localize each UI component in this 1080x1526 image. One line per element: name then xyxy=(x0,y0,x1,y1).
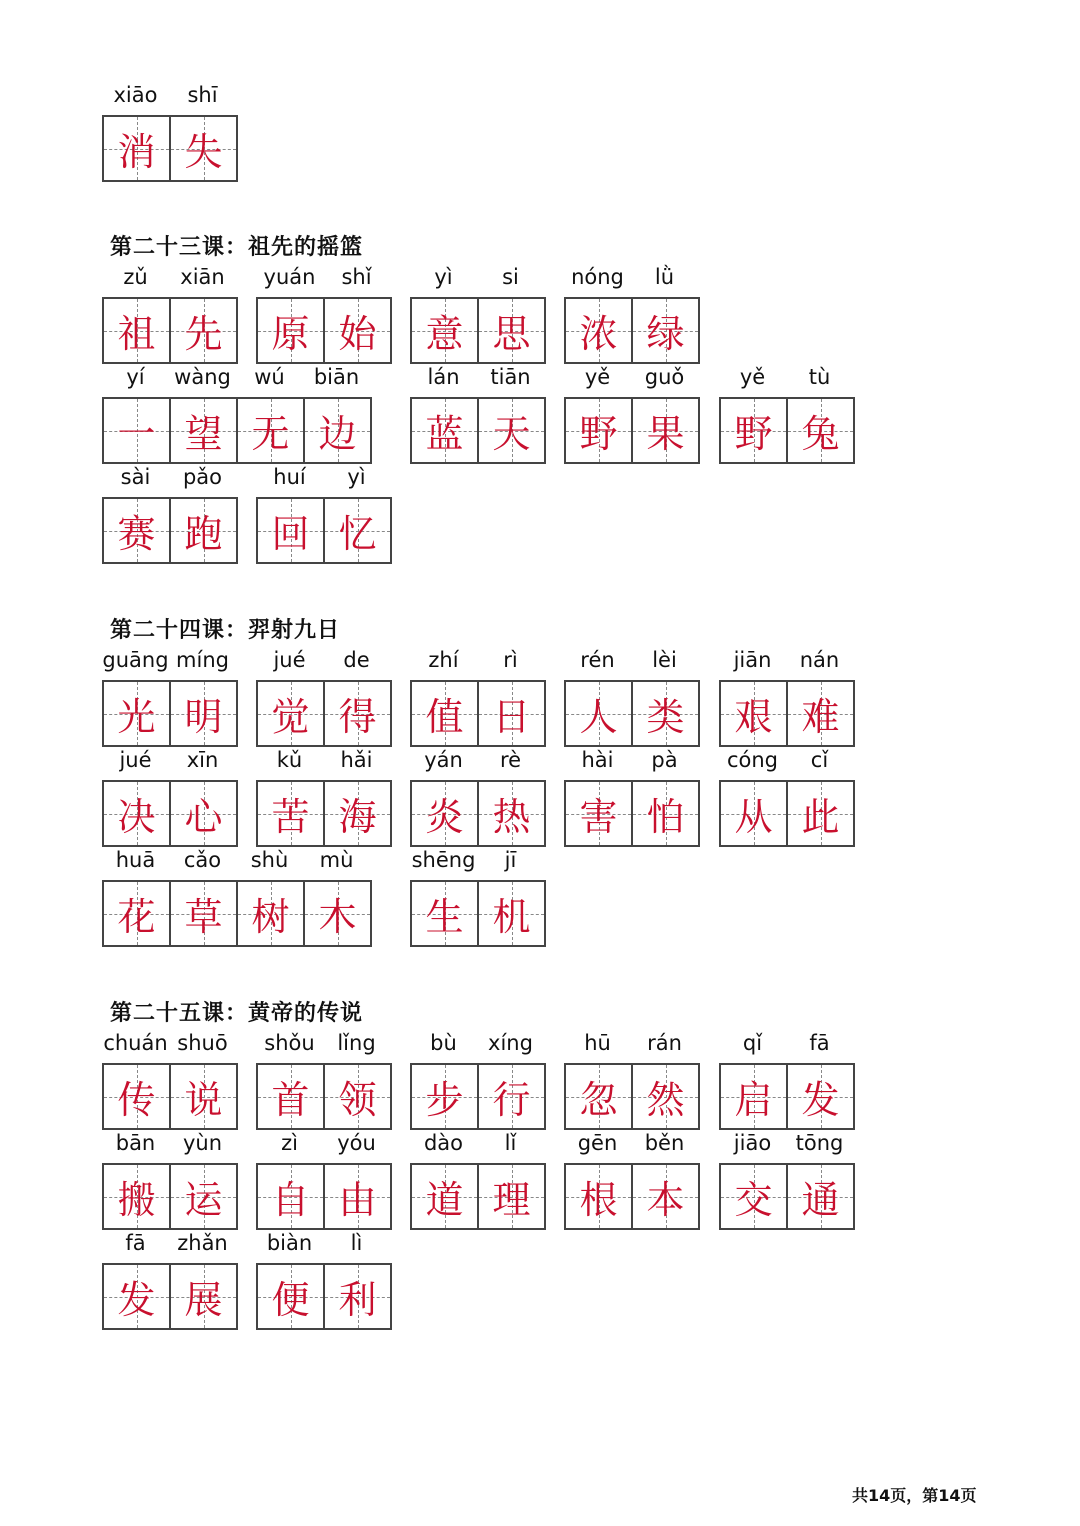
pinyin-syllable: tiān xyxy=(490,365,531,389)
tianzige-grid xyxy=(719,680,855,747)
tianzige-cell xyxy=(566,1165,633,1228)
hanzi-character: 消 xyxy=(117,130,156,174)
tianzige-grid xyxy=(564,1163,700,1230)
pinyin-row xyxy=(256,462,390,492)
hanzi-character: 此 xyxy=(801,795,840,839)
hanzi-character: 忽 xyxy=(579,1078,618,1122)
tianzige-grid xyxy=(410,1163,546,1230)
pinyin-syllable: shǒu xyxy=(264,1031,315,1055)
pinyin-row xyxy=(564,262,698,292)
tianzige-cell xyxy=(325,1065,392,1128)
pinyin-syllable: rán xyxy=(647,1031,682,1055)
tianzige-cell xyxy=(412,882,479,945)
pinyin-syllable: gēn xyxy=(577,1131,618,1155)
hanzi-character: 启 xyxy=(734,1078,773,1122)
tianzige-cell xyxy=(171,299,238,362)
pinyin-syllable: hài xyxy=(581,748,614,772)
pinyin-syllable: zì xyxy=(281,1131,298,1155)
pinyin-syllable: nán xyxy=(799,648,840,672)
pinyin-syllable: hǎi xyxy=(340,748,373,772)
hanzi-character: 发 xyxy=(117,1278,156,1322)
pinyin-syllable: tōng xyxy=(795,1131,844,1155)
pinyin-row xyxy=(564,362,698,392)
tianzige-cell xyxy=(238,882,305,945)
pinyin-syllable: lǜ xyxy=(654,265,675,289)
tianzige-cell xyxy=(305,399,372,462)
tianzige-grid xyxy=(719,1063,855,1130)
hanzi-character: 野 xyxy=(579,412,618,456)
pinyin-syllable: wàng xyxy=(174,365,231,389)
hanzi-character: 搬 xyxy=(117,1178,156,1222)
pinyin-row xyxy=(719,645,853,675)
pinyin-row xyxy=(410,362,544,392)
hanzi-character: 炎 xyxy=(425,795,464,839)
pinyin-syllable: fā xyxy=(809,1031,830,1055)
tianzige-cell xyxy=(633,399,700,462)
tianzige-cell xyxy=(412,299,479,362)
pinyin-syllable: zǔ xyxy=(123,265,148,289)
pinyin-syllable: de xyxy=(343,648,370,672)
pinyin-syllable: yì xyxy=(434,265,453,289)
pinyin-syllable: fā xyxy=(125,1231,146,1255)
hanzi-character: 运 xyxy=(184,1178,223,1222)
pinyin-row xyxy=(256,645,390,675)
lesson-24-heading: 第二十四课：羿射九日 xyxy=(110,617,341,643)
pinyin-row xyxy=(102,362,370,392)
tianzige-cell xyxy=(566,1065,633,1128)
hanzi-character: 日 xyxy=(492,695,531,739)
tianzige-grid xyxy=(102,115,238,182)
pinyin-syllable: biān xyxy=(313,365,360,389)
tianzige-cell xyxy=(633,299,700,362)
tianzige-grid xyxy=(564,297,700,364)
pinyin-row xyxy=(564,745,698,775)
pinyin-syllable: shēng xyxy=(411,848,476,872)
pinyin-row xyxy=(719,1028,853,1058)
tianzige-grid xyxy=(256,497,392,564)
hanzi-character: 原 xyxy=(271,312,310,356)
tianzige-cell xyxy=(479,399,546,462)
tianzige-cell xyxy=(171,399,238,462)
pinyin-syllable: yě xyxy=(584,365,611,389)
hanzi-character: 生 xyxy=(425,895,464,939)
tianzige-grid xyxy=(410,1063,546,1130)
pinyin-syllable: rè xyxy=(499,748,522,772)
hanzi-character: 花 xyxy=(117,895,156,939)
tianzige-cell xyxy=(258,1065,325,1128)
hanzi-character: 无 xyxy=(251,412,290,456)
tianzige-cell xyxy=(479,782,546,845)
tianzige-cell xyxy=(171,782,238,845)
tianzige-cell xyxy=(788,782,855,845)
pinyin-row xyxy=(410,262,544,292)
pinyin-syllable: tù xyxy=(808,365,831,389)
pinyin-syllable: yě xyxy=(739,365,766,389)
pinyin-syllable: jiāo xyxy=(733,1131,772,1155)
pinyin-row xyxy=(256,1028,390,1058)
hanzi-character: 天 xyxy=(492,412,531,456)
pinyin-syllable: pà xyxy=(651,748,678,772)
tianzige-grid xyxy=(410,880,546,947)
pinyin-row xyxy=(102,1028,236,1058)
page-footer: 共14页，第14页 xyxy=(852,1486,977,1505)
tianzige-cell xyxy=(566,782,633,845)
hanzi-character: 忆 xyxy=(338,512,377,556)
tianzige-cell xyxy=(171,499,238,562)
tianzige-cell xyxy=(325,299,392,362)
tianzige-cell xyxy=(633,1165,700,1228)
hanzi-character: 首 xyxy=(271,1078,310,1122)
pinyin-syllable: lǐ xyxy=(504,1131,517,1155)
tianzige-cell xyxy=(788,1165,855,1228)
pinyin-row xyxy=(410,845,544,875)
tianzige-cell xyxy=(633,782,700,845)
pinyin-syllable: yí xyxy=(126,365,145,389)
tianzige-cell xyxy=(238,399,305,462)
pinyin-row xyxy=(410,745,544,775)
tianzige-cell xyxy=(412,1165,479,1228)
hanzi-character: 意 xyxy=(425,312,464,356)
pinyin-syllable: jué xyxy=(119,748,152,772)
tianzige-grid xyxy=(102,1163,238,1230)
hanzi-character: 从 xyxy=(734,795,773,839)
hanzi-character: 难 xyxy=(801,695,840,739)
tianzige-grid xyxy=(410,297,546,364)
pinyin-row xyxy=(256,745,390,775)
hanzi-character: 望 xyxy=(184,412,223,456)
pinyin-syllable: shī xyxy=(187,83,218,107)
hanzi-character: 始 xyxy=(338,312,377,356)
pinyin-row xyxy=(102,745,236,775)
pinyin-syllable: rì xyxy=(503,648,518,672)
pinyin-syllable: hū xyxy=(584,1031,611,1055)
pinyin-syllable: dào xyxy=(423,1131,464,1155)
hanzi-character: 道 xyxy=(425,1178,464,1222)
lesson-25-heading: 第二十五课：黄帝的传说 xyxy=(110,1000,364,1026)
pinyin-syllable: lǐng xyxy=(337,1031,376,1055)
tianzige-grid xyxy=(102,880,372,947)
pinyin-syllable: jué xyxy=(273,648,306,672)
tianzige-cell xyxy=(721,399,788,462)
tianzige-cell xyxy=(104,399,171,462)
hanzi-character: 光 xyxy=(117,695,156,739)
pinyin-row xyxy=(410,1128,544,1158)
tianzige-grid xyxy=(102,297,238,364)
hanzi-character: 根 xyxy=(579,1178,618,1222)
hanzi-character: 树 xyxy=(251,895,290,939)
pinyin-syllable: huā xyxy=(115,848,156,872)
hanzi-character: 然 xyxy=(646,1078,685,1122)
hanzi-character: 绿 xyxy=(646,312,685,356)
pinyin-row xyxy=(719,1128,853,1158)
pinyin-syllable: xiāo xyxy=(113,83,158,107)
tianzige-grid xyxy=(102,1063,238,1130)
tianzige-cell xyxy=(566,299,633,362)
tianzige-cell xyxy=(258,299,325,362)
pinyin-syllable: si xyxy=(502,265,519,289)
hanzi-character: 说 xyxy=(184,1078,223,1122)
tianzige-cell xyxy=(633,682,700,745)
hanzi-character: 艰 xyxy=(734,695,773,739)
pinyin-syllable: jī xyxy=(504,848,517,872)
pinyin-syllable: zhǎn xyxy=(177,1231,228,1255)
hanzi-character: 跑 xyxy=(184,512,223,556)
pinyin-syllable: xíng xyxy=(488,1031,533,1055)
hanzi-character: 行 xyxy=(492,1078,531,1122)
pinyin-row xyxy=(410,1028,544,1058)
hanzi-character: 交 xyxy=(734,1178,773,1222)
tianzige-grid xyxy=(256,1063,392,1130)
tianzige-grid xyxy=(564,680,700,747)
pinyin-row xyxy=(256,1128,390,1158)
pinyin-syllable: zhí xyxy=(428,648,459,672)
tianzige-cell xyxy=(479,682,546,745)
hanzi-character: 利 xyxy=(338,1278,377,1322)
tianzige-cell xyxy=(788,399,855,462)
hanzi-character: 发 xyxy=(801,1078,840,1122)
hanzi-character: 自 xyxy=(271,1178,310,1222)
tianzige-cell xyxy=(258,682,325,745)
tianzige-cell xyxy=(325,682,392,745)
tianzige-cell xyxy=(171,117,238,180)
tianzige-cell xyxy=(566,682,633,745)
tianzige-cell xyxy=(412,399,479,462)
pinyin-syllable: qǐ xyxy=(742,1031,763,1055)
tianzige-cell xyxy=(104,117,171,180)
tianzige-cell xyxy=(325,782,392,845)
hanzi-character: 草 xyxy=(184,895,223,939)
pinyin-syllable: kǔ xyxy=(276,748,303,772)
pinyin-row xyxy=(102,1228,236,1258)
tianzige-cell xyxy=(788,682,855,745)
hanzi-character: 边 xyxy=(318,412,357,456)
tianzige-grid xyxy=(410,397,546,464)
pinyin-row xyxy=(102,80,236,110)
tianzige-cell xyxy=(258,499,325,562)
pinyin-syllable: shù xyxy=(250,848,289,872)
tianzige-cell xyxy=(258,782,325,845)
hanzi-character: 野 xyxy=(734,412,773,456)
pinyin-syllable: míng xyxy=(176,648,229,672)
tianzige-grid xyxy=(564,780,700,847)
pinyin-row xyxy=(564,1028,698,1058)
pinyin-row xyxy=(719,745,853,775)
tianzige-grid xyxy=(102,680,238,747)
hanzi-character: 兔 xyxy=(801,412,840,456)
tianzige-cell xyxy=(412,682,479,745)
tianzige-cell xyxy=(305,882,372,945)
pinyin-syllable: bù xyxy=(430,1031,457,1055)
hanzi-character: 步 xyxy=(425,1078,464,1122)
hanzi-character: 本 xyxy=(646,1178,685,1222)
pinyin-syllable: cǎo xyxy=(183,848,222,872)
hanzi-character: 失 xyxy=(184,130,223,174)
tianzige-cell xyxy=(171,1165,238,1228)
pinyin-syllable: wú xyxy=(254,365,285,389)
pinyin-syllable: guǒ xyxy=(644,365,685,389)
tianzige-grid xyxy=(410,680,546,747)
pinyin-syllable: nóng xyxy=(571,265,624,289)
pinyin-row xyxy=(256,1228,390,1258)
tianzige-cell xyxy=(171,1065,238,1128)
tianzige-grid xyxy=(564,397,700,464)
tianzige-grid xyxy=(256,297,392,364)
pinyin-row xyxy=(102,462,236,492)
tianzige-cell xyxy=(479,882,546,945)
pinyin-syllable: lèi xyxy=(652,648,677,672)
tianzige-cell xyxy=(258,1165,325,1228)
hanzi-character: 展 xyxy=(184,1278,223,1322)
tianzige-cell xyxy=(104,782,171,845)
tianzige-grid xyxy=(719,1163,855,1230)
tianzige-grid xyxy=(256,1263,392,1330)
hanzi-character: 苦 xyxy=(271,795,310,839)
tianzige-grid xyxy=(256,1163,392,1230)
hanzi-character: 害 xyxy=(579,795,618,839)
tianzige-cell xyxy=(721,782,788,845)
tianzige-cell xyxy=(325,1165,392,1228)
tianzige-cell xyxy=(566,399,633,462)
pinyin-row xyxy=(719,362,853,392)
tianzige-cell xyxy=(633,1065,700,1128)
tianzige-cell xyxy=(412,782,479,845)
hanzi-character: 蓝 xyxy=(425,412,464,456)
tianzige-grid xyxy=(564,1063,700,1130)
hanzi-character: 热 xyxy=(492,795,531,839)
hanzi-character: 果 xyxy=(646,412,685,456)
pinyin-syllable: cóng xyxy=(726,748,779,772)
tianzige-grid xyxy=(256,680,392,747)
hanzi-character: 明 xyxy=(184,695,223,739)
pinyin-syllable: bān xyxy=(115,1131,156,1155)
pinyin-row xyxy=(256,262,390,292)
pinyin-syllable: chuán xyxy=(103,1031,168,1055)
tianzige-cell xyxy=(104,1065,171,1128)
hanzi-character: 一 xyxy=(117,412,156,456)
pinyin-syllable: rén xyxy=(580,648,615,672)
tianzige-cell xyxy=(479,299,546,362)
pinyin-row xyxy=(410,645,544,675)
tianzige-cell xyxy=(104,499,171,562)
pinyin-syllable: xīn xyxy=(186,748,219,772)
pinyin-row xyxy=(102,1128,236,1158)
tianzige-cell xyxy=(788,1065,855,1128)
pinyin-syllable: yì xyxy=(347,465,366,489)
lesson-23-heading: 第二十三课：祖先的摇篮 xyxy=(110,234,364,260)
hanzi-character: 通 xyxy=(801,1178,840,1222)
tianzige-cell xyxy=(104,1265,171,1328)
pinyin-row xyxy=(102,645,236,675)
pinyin-syllable: shuō xyxy=(177,1031,228,1055)
hanzi-character: 心 xyxy=(184,795,223,839)
pinyin-row xyxy=(564,645,698,675)
pinyin-syllable: xiān xyxy=(180,265,225,289)
hanzi-character: 木 xyxy=(318,895,357,939)
pinyin-row xyxy=(102,845,370,875)
tianzige-grid xyxy=(410,780,546,847)
tianzige-cell xyxy=(325,1265,392,1328)
hanzi-character: 传 xyxy=(117,1078,156,1122)
pinyin-syllable: jiān xyxy=(733,648,772,672)
hanzi-character: 思 xyxy=(492,312,531,356)
tianzige-grid xyxy=(102,397,372,464)
hanzi-character: 回 xyxy=(271,512,310,556)
pinyin-syllable: lì xyxy=(350,1231,363,1255)
tianzige-cell xyxy=(479,1065,546,1128)
hanzi-character: 觉 xyxy=(271,695,310,739)
tianzige-grid xyxy=(719,780,855,847)
tianzige-grid xyxy=(256,780,392,847)
pinyin-syllable: sài xyxy=(120,465,151,489)
pinyin-syllable: shǐ xyxy=(341,265,372,289)
pinyin-syllable: yùn xyxy=(182,1131,223,1155)
tianzige-cell xyxy=(104,882,171,945)
tianzige-cell xyxy=(104,299,171,362)
tianzige-cell xyxy=(171,682,238,745)
tianzige-grid xyxy=(102,497,238,564)
hanzi-character: 由 xyxy=(338,1178,377,1222)
pinyin-syllable: mù xyxy=(319,848,354,872)
hanzi-character: 领 xyxy=(338,1078,377,1122)
tianzige-cell xyxy=(479,1165,546,1228)
hanzi-character: 机 xyxy=(492,895,531,939)
hanzi-character: 决 xyxy=(117,795,156,839)
tianzige-cell xyxy=(171,882,238,945)
tianzige-cell xyxy=(721,1065,788,1128)
tianzige-cell xyxy=(258,1265,325,1328)
pinyin-row xyxy=(102,262,236,292)
hanzi-character: 理 xyxy=(492,1178,531,1222)
hanzi-character: 得 xyxy=(338,695,377,739)
hanzi-character: 便 xyxy=(271,1278,310,1322)
tianzige-grid xyxy=(719,397,855,464)
hanzi-character: 怕 xyxy=(646,795,685,839)
pinyin-syllable: biàn xyxy=(266,1231,313,1255)
pinyin-syllable: huí xyxy=(273,465,306,489)
hanzi-character: 赛 xyxy=(117,512,156,556)
tianzige-grid xyxy=(102,780,238,847)
hanzi-character: 值 xyxy=(425,695,464,739)
tianzige-cell xyxy=(412,1065,479,1128)
tianzige-cell xyxy=(325,499,392,562)
pinyin-syllable: yóu xyxy=(337,1131,376,1155)
pinyin-syllable: yán xyxy=(424,748,463,772)
pinyin-syllable: lán xyxy=(427,365,460,389)
hanzi-character: 祖 xyxy=(117,312,156,356)
pinyin-syllable: cǐ xyxy=(810,748,829,772)
pinyin-syllable: guāng xyxy=(102,648,169,672)
hanzi-character: 类 xyxy=(646,695,685,739)
hanzi-character: 先 xyxy=(184,312,223,356)
hanzi-character: 海 xyxy=(338,795,377,839)
tianzige-cell xyxy=(721,1165,788,1228)
tianzige-cell xyxy=(721,682,788,745)
tianzige-cell xyxy=(104,1165,171,1228)
pinyin-syllable: pǎo xyxy=(182,465,223,489)
tianzige-grid xyxy=(102,1263,238,1330)
hanzi-character: 人 xyxy=(579,695,618,739)
tianzige-cell xyxy=(104,682,171,745)
pinyin-syllable: běn xyxy=(644,1131,685,1155)
pinyin-row xyxy=(564,1128,698,1158)
tianzige-cell xyxy=(171,1265,238,1328)
pinyin-syllable: yuán xyxy=(263,265,316,289)
hanzi-character: 浓 xyxy=(579,312,618,356)
